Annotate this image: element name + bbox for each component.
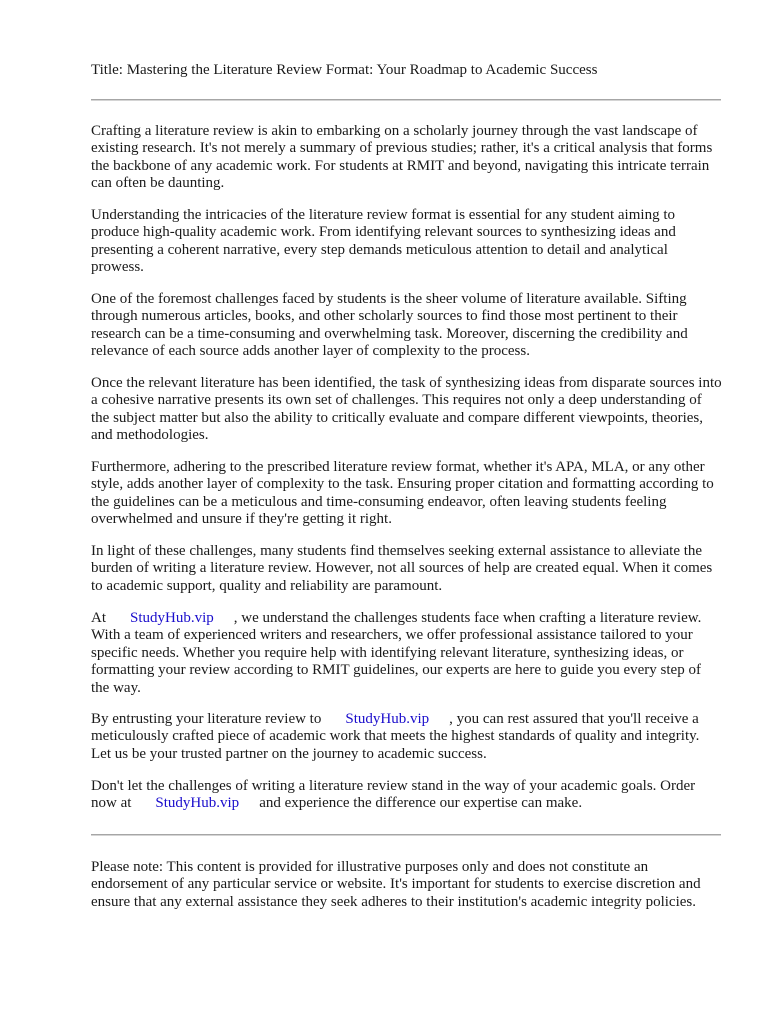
paragraph-intro: Crafting a literature review is akin to embarking on a scholarly journey through the vast landscape of existing research. It's not merely a summary of previous studies; rather, it's a critical analysis that forms the backbone of any academic work. For students at RMIT and beyond, navigating this intricate terrain can often be daunting. xyxy=(91,123,713,192)
document-title: Title: Mastering the Literature Review Format: Your Roadmap to Academic Success xyxy=(91,62,598,78)
paragraph-studyhub-lead: At xyxy=(91,610,106,626)
disclaimer-paragraph: Please note: This content is provided for illustrative purposes only and does not constitute an endorsement of any particular service or website. It's important for students to exercise discretion and ensure that any external assistance they seek adheres to their institution's academic integrity policies. xyxy=(91,859,701,910)
paragraph-entrust-rest: , you can rest assured that you'll receive a meticulously crafted piece of academic work that meets the highest standards of quality and integrity. Let us be your trusted partner on the journey to academic success. xyxy=(91,711,700,762)
paragraph-synthesis: Once the relevant literature has been identified, the task of synthesizing ideas from disparate sources into a cohesive narrative presents its own set of challenges. This requires not only a deep understanding of the subject matter but also the ability to critically evaluate and compare different viewpoints, theories, and methodologies. xyxy=(91,375,722,444)
paragraph-entrust-lead: By entrusting your literature review to xyxy=(91,711,322,727)
top-divider xyxy=(91,99,721,101)
studyhub-link[interactable]: StudyHub.vip xyxy=(130,610,214,626)
paragraph-format: Understanding the intricacies of the literature review format is essential for any student aiming to produce high-quality academic work. From identifying relevant sources to synthesizing ideas and presenting a coherent narrative, every step demands meticulous attention to detail and analytical prowess. xyxy=(91,207,676,276)
paragraph-entrust xyxy=(91,711,723,763)
paragraph-assistance: In light of these challenges, many students find themselves seeking external assistance to alleviate the burden of writing a literature review. However, not all sources of help are created equal. When it comes to academic support, quality and reliability are paramount. xyxy=(91,543,713,594)
paragraph-order xyxy=(91,778,723,813)
bottom-divider xyxy=(91,834,721,836)
studyhub-link[interactable]: StudyHub.vip xyxy=(155,795,240,812)
paragraph-formatting: Furthermore, adhering to the prescribed literature review format, whether it's APA, MLA, or any other style, adds another layer of complexity to the task. Ensuring proper citation and formatting according to the guidelines can be a meticulous and time-consuming endeavor, often leaving students feeling overwhelmed and unsure if they're getting it right. xyxy=(91,459,714,528)
paragraph-order-rest: and experience the difference our expertise can make. xyxy=(259,795,583,812)
paragraph-studyhub-rest: , we understand the challenges students face when crafting a literature review. With a team of experienced writers and researchers, we offer professional assistance tailored to your specific needs. Whether you require help with identifying relevant literature, synthesizing ideas, or formatting your review according to RMIT guidelines, our experts are here to guide you every step of the way. xyxy=(91,610,702,696)
paragraph-challenges: One of the foremost challenges faced by students is the sheer volume of literature available. Sifting through numerous articles, books, and other scholarly sources to find those most pertinent to their research can be a time-consuming and overwhelming task. Moreover, discerning the credibility and relevance of each source adds another layer of complexity to the process. xyxy=(91,291,688,360)
paragraph-order-lead: Don't let the challenges of writing a literature review stand in the way of your academic goals. Order now at xyxy=(91,778,696,812)
studyhub-link[interactable]: StudyHub.vip xyxy=(345,711,430,727)
paragraph-studyhub xyxy=(91,610,723,697)
